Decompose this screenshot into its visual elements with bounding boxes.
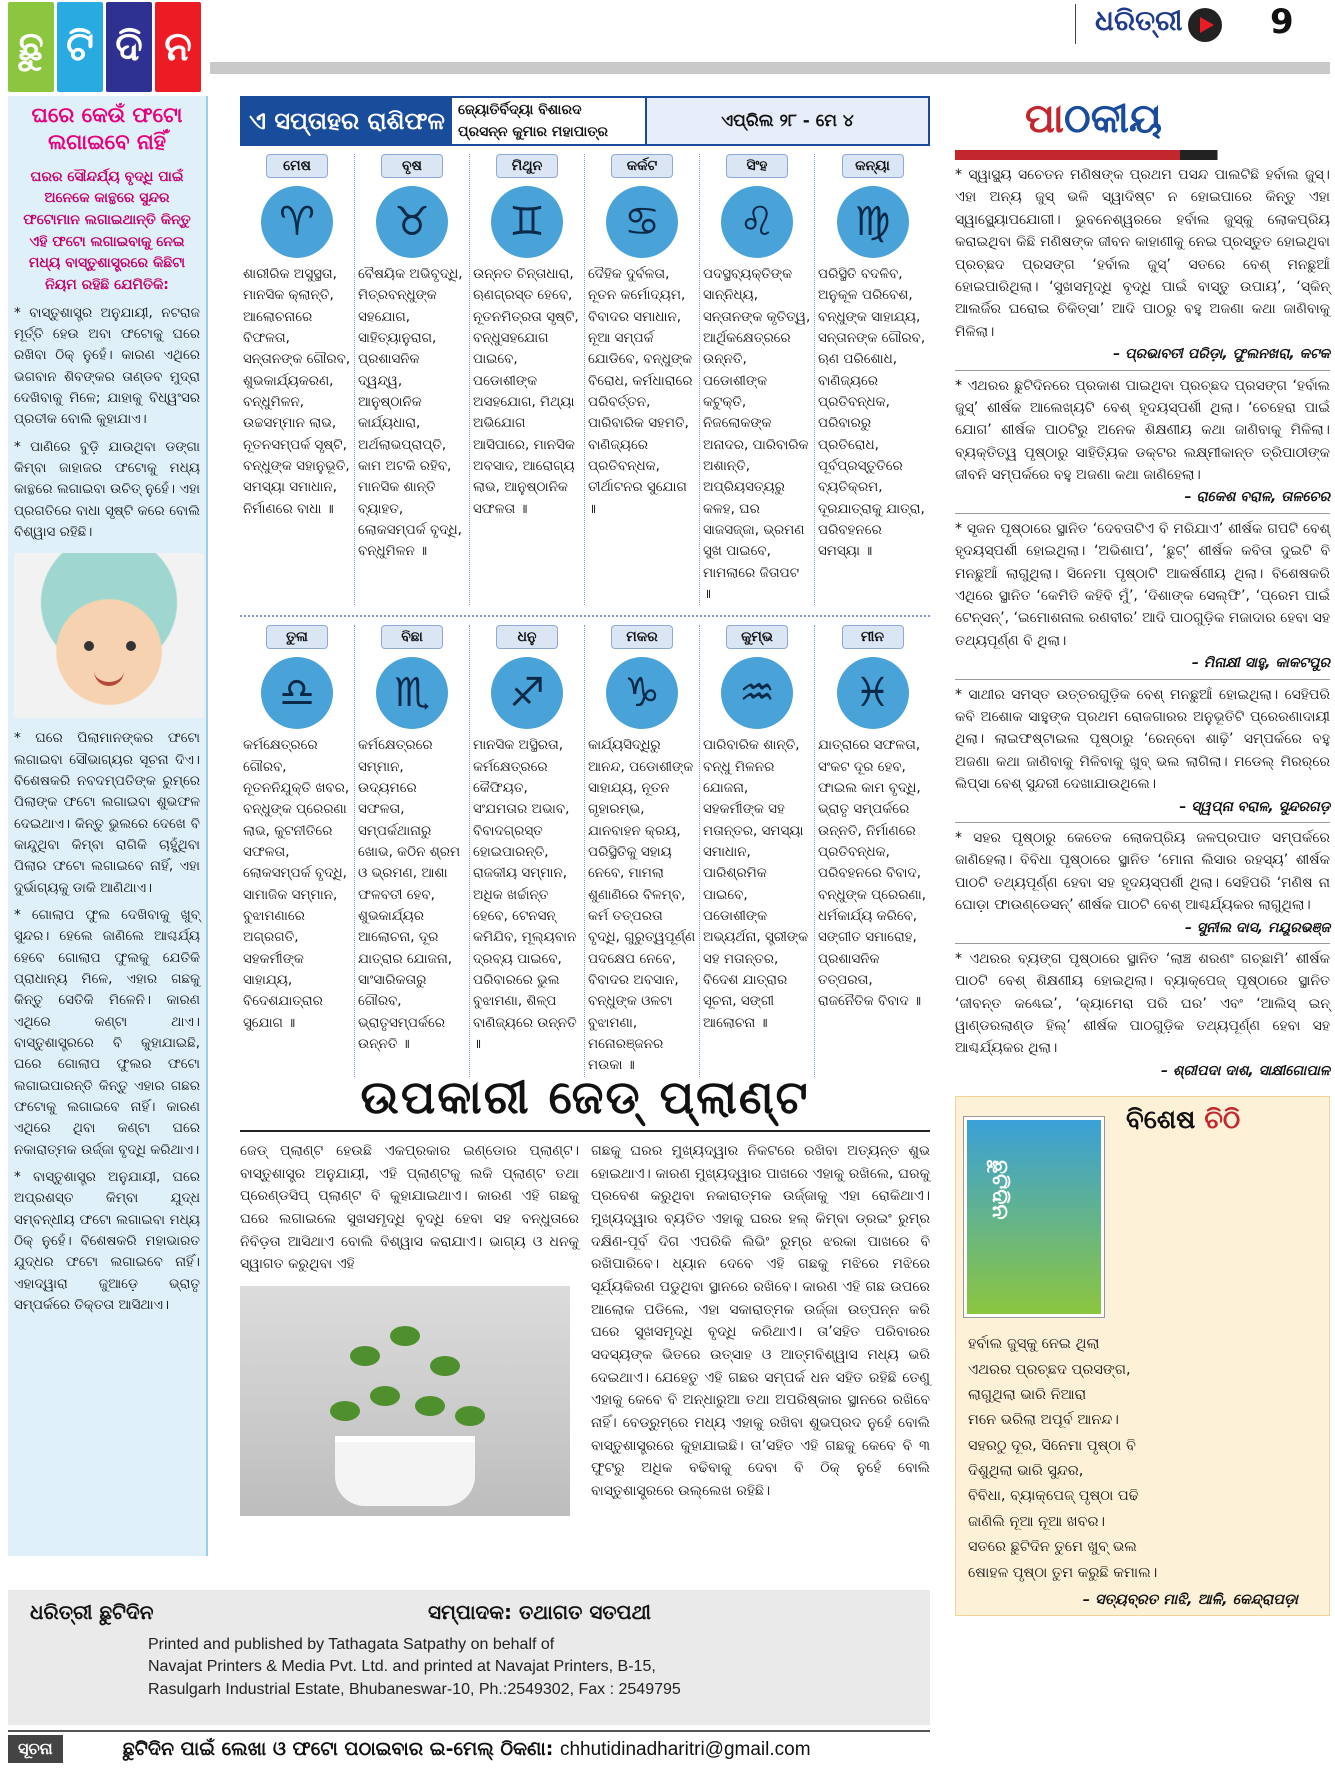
zodiac-prediction: ପଦସ୍ଥବ୍ୟକ୍ତିଙ୍କ ସାନ୍ନିଧ୍ୟ, ସନ୍ତାନଙ୍କ କୃତିତ୍ୱ, ଆର୍ଥିକକ୍ଷେତ୍ରରେ ଉନ୍ନତି, ପଡୋଶୀଙ୍କ କଟୁକ୍ତି, ନିଜଲୋକଙ୍କ ଅନାଦର, ପାରିବାରିକ ଅଶାନ୍ତି, ଅପ୍ରିୟସତ୍ୟରୁ କଳହ, ଘର ସାଜସଜ୍ଜା, ଭ୍ରମଣ ସୁଖ ପାଇବେ, ମାମଲାରେ ଜିତାପଟ ॥	[703, 266, 811, 602]
zodiac-glyph-icon: ♒	[721, 657, 793, 729]
jade-paragraph: ଜେଡ୍ ପ୍ଲାଣ୍ଟ ହେଉଛି ଏକପ୍ରକାର ଇଣ୍ଡୋର ପ୍ଲାଣ୍ଟ। ବାସ୍ତୁଶାସ୍ତ୍ର ଅନୁଯାୟୀ, ଏହି ପ୍ଲାଣ୍ଟକୁ ଲକି ପ୍ଲାଣ୍ଟ ତଥା ପ୍ରେଣ୍ଡସିପ୍ ପ୍ଲାଣ୍ଟ ବି କୁହାଯାଇଥାଏ। କାରଣ ଏହି ଗଛକୁ ଘରେ ଲଗାଇଲେ ସୁଖସମୃଦ୍ଧି ବୃଦ୍ଧି ହେବା ସହ ବନ୍ଧୁତାରେ ନିବିଡ଼ତା ଆସିଥାଏ ବୋଲି ବିଶ୍ୱାସ କରାଯାଏ। ଭାଗ୍ୟ ଓ ଧନକୁ ସ୍ୱାଗତ କରୁଥିବା ଏହି	[240, 1143, 579, 1273]
zodiac-sign-name: କନ୍ୟା	[842, 154, 904, 178]
zodiac-sign-name: ବିଛା	[381, 625, 443, 649]
reader-letter	[955, 684, 1330, 823]
imprint-line: Navajat Printers & Media Pvt. Ltd. and printed at Navajat Printers, B-15,	[148, 1658, 656, 1676]
zodiac-sign	[700, 154, 815, 605]
poem-line: ହର୍ବାଲ ଜୁସ୍‌କୁ ନେଇ ଥିଲା	[968, 1336, 1100, 1353]
zodiac-prediction: ପରିସ୍ଥିତି ବଦଳିବ, ଅନୁକୂଳ ପରିବେଶ, ବନ୍ଧୁଙ୍କ ସାହାଯ୍ୟ, ସନ୍ତାନଙ୍କ ଗୌରବ, ଋଣ ପରିଶୋଧ, ବାଣିଜ୍ୟରେ ପ୍ରତିବନ୍ଧକ, ପରିବାରରୁ ପ୍ରତିରୋଧ, ପୂର୍ବପ୍ରସ୍ତୁତିରେ ବ୍ୟତିକ୍ରମ, ଦୂରଯାତ୍ରାକୁ ଯାତ୍ରା, ପରିବହନରେ ସମସ୍ୟା ॥	[818, 266, 926, 560]
footer-paper-name: ଧରିତ୍ରୀ ଛୁଟିଦିନ	[30, 1600, 154, 1624]
reader-letter	[955, 518, 1330, 680]
jade-article-body	[240, 1140, 930, 1516]
zodiac-sign	[585, 625, 700, 1076]
letters-title-blue: ଠକୀୟ	[1064, 96, 1163, 142]
zodiac-prediction: ମାନସିକ ଅସ୍ଥିରତା, କର୍ମକ୍ଷେତ୍ରରେ କୈଫିୟତ, ସଂଯମତାର ଅଭାବ, ବିବାଦଗ୍ରସ୍ତ ହୋଇପାରନ୍ତି, ରାଜକୀୟ ସମ୍ମାନ, ଅଧିକ ଖର୍ଚ୍ଚାନ୍ତ ହେବେ, ଟେନସନ୍ କମିଯିବ, ମୂଲ୍ୟବାନ ଦ୍ରବ୍ୟ ପାଇବେ, ପରିବାରରେ ଭୁଲ ବୁଝାମଣା, ଶିଳ୍ପ ବାଣିଜ୍ୟରେ ଉନ୍ନତି ॥	[473, 737, 577, 1052]
reader-letter-text: * ସ୍ୱାସ୍ଥ୍ୟ ସଚେତନ ମଣିଷଙ୍କ ପ୍ରଥମ ପସନ୍ଦ ପାଲଟିଛି ହର୍ବାଲ ଜୁସ୍। ଏହା ଅନ୍ୟ ଜୁସ୍ ଭଳି ସ୍ୱାଦିଷ୍ଟ ନ ହୋଇପାରେ କିନ୍ତୁ ଏହା ସ୍ୱାସ୍ଥ୍ୟୋପଯୋଗୀ। ଭୁବନେଶ୍ୱରରେ ହର୍ବାଲ ଜୁସ୍‌କୁ ଲୋକପ୍ରିୟ କରାଇଥିବା କିଛି ମଣିଷଙ୍କ ଜୀବନ କାହାଣୀକୁ ନେଇ ପ୍ରସ୍ତୁତ ହୋଇଥିବା ପ୍ରଚ୍ଛଦ ପ୍ରସଙ୍ଗ ‘ହର୍ବାଲ ଜୁସ୍’ ସତରେ ବେଶ୍ ମନଛୁଆଁ ହୋଇପାରିଥିଲା। ‘ସୁଖସମୃଦ୍ଧି ବୃଦ୍ଧି ପାଇଁ ବାସ୍ତୁ ଉପାୟ’, ‘ସ୍କିନ୍ ଆଲର୍ଜିର ଘରୋଇ ଚିକିତ୍ସା’ ଆଦି ପାଠରୁ ବହୁ ଅଜଣା କଥା ଜାଣିବାକୁ ମିଳିଲା।	[955, 167, 1330, 340]
baby-eye	[126, 641, 136, 651]
zodiac-glyph-icon: ♐	[491, 657, 563, 729]
zodiac-glyph-icon: ♏	[376, 657, 448, 729]
author-title: ଜ୍ୟୋତିର୍ବିଦ୍ୟା ବିଶାରଦ	[458, 102, 582, 118]
jade-plant-article	[240, 1070, 930, 1590]
letter-divider	[955, 822, 1330, 823]
zodiac-sign-name: ମେଷ	[266, 154, 328, 178]
footer-imprint	[148, 1634, 681, 1701]
poem-line: ଜାଣିଲି ନୂଆ ନୂଆ ଖବର।	[968, 1513, 1106, 1530]
zodiac-glyph-icon: ♊	[491, 186, 563, 258]
zodiac-sign	[815, 625, 930, 1076]
horoscope-header	[240, 96, 930, 146]
contact-text: ଛୁଟିଦିନ ପାଇଁ ଲେଖା ଓ ଫଟୋ ପଠାଇବାର ଇ-ମେଲ୍ ଠିକଣା: chhutidinadharitri@gmail.com	[122, 1737, 811, 1760]
letters-title-red: ପା	[1025, 96, 1065, 142]
logo-letter-3: ଦି	[106, 2, 152, 92]
magazine-cover-image	[964, 1117, 1104, 1317]
page-number: 9	[1270, 2, 1294, 42]
baby-mouth	[94, 671, 124, 686]
plant-leaf	[430, 1356, 460, 1376]
reader-letter-signature: – ଶ୍ରୀପଦା ଦାଶ, ସାକ୍ଷୀଗୋପାଳ	[1161, 1062, 1330, 1079]
left-paragraph: * ଗୋଲାପ ଫୁଲ ଦେଖିବାକୁ ଖୁବ୍ ସୁନ୍ଦର। ହେଲେ ଜାଣିଲେ ଆଶ୍ଚର୍ଯ୍ୟ ହେବେ ଗୋଲାପ ଫୁଲକୁ ଯେତିକି ପ୍ରାଧାନ୍ୟ ମିଳେ, ଏହାର ଗଛକୁ କିନ୍ତୁ ସେତିକି ମିଳେନି। କାରଣ ଏଥିରେ କଣ୍ଟା ଥାଏ। ବାସ୍ତୁଶାସ୍ତ୍ରରେ ବି କୁହାଯାଇଛି, ଘରେ ଗୋଲାପ ଫୁଲର ଫଟୋ ଲଗାଇପାରନ୍ତି କିନ୍ତୁ ଏହାର ଗଛର ଫଟୋକୁ ଲଗାଇବେ ନାହିଁ। କାରଣ ଏଥିରେ ଥିବା କଣ୍ଟା ଘରେ ନକାରାତ୍ମକ ଉର୍ଜ୍ଜା ବୃଦ୍ଧି କରିଥାଏ।	[14, 906, 200, 1158]
poem-line: ଏଥରର ପ୍ରଚ୍ଛଦ ପ୍ରସଙ୍ଗ,	[968, 1361, 1131, 1378]
zodiac-prediction: ଦୈହିକ ଦୁର୍ବଳତା, ନୂତନ କର୍ମୋଦ୍ୟମ, ବିବାଦର ସମାଧାନ, ନୂଆ ସମ୍ପର୍କ ଯୋଡିବେ, ବନ୍ଧୁଙ୍କ ବିରୋଧ, କର୍ମଧାରାରେ ପରିବର୍ତ୍ତନ, ପାରିବାରିକ ସହମତି, ବାଣିଜ୍ୟରେ ପ୍ରତିବନ୍ଧକ, ତୀର୍ଥାଟନର ସୁଯୋଗ ॥	[588, 266, 693, 517]
horoscope-section	[240, 96, 930, 1074]
zodiac-prediction: କର୍ମକ୍ଷେତ୍ରରେ ସମ୍ମାନ, ଉଦ୍ୟମରେ ସଫଳତା, ସମ୍ପର୍କଥାନାରୁ ଖୋଭ, କଠିନ ଶ୍ରମ ଓ ଭ୍ରମଣ, ଆଶା ଫଳବତୀ ହେବ, ଶୁଭକାର୍ଯ୍ୟର ଆଲୋଚନା, ଦୂର ଯାତ୍ରାର ଯୋଜନା, ସାଂସାରିକତାରୁ ଗୌରବ, ଭ୍ରାତୃସମ୍ପର୍କରେ ଉନ୍ନତି ॥	[358, 737, 461, 1052]
zodiac-sign	[355, 625, 470, 1076]
jade-column-left	[240, 1140, 579, 1516]
poem-line: ସହରଠୁ ଦୂର, ସିନେମା ପୃଷ୍ଠା ବି	[968, 1437, 1136, 1454]
reader-letter-text: * ଏଥରର ବ୍ୟଙ୍ଗ ପୃଷ୍ଠାରେ ସ୍ଥାନିତ ‘ଲାଞ୍ଚ ଶରଣଂ ଗଚ୍ଛାମି’ ଶୀର୍ଷକ ପାଠଟି ବେଶ୍ ଶିକ୍ଷଣୀୟ ହୋଇଥିଲା। ବ୍ୟାକ୍‌ପେଜ୍ ପୃଷ୍ଠାରେ ସ୍ଥାନିତ ‘ଜୀବନ୍ତ କଣ୍ଢେଇ’, ‘କ୍ୟାମେରା ପରି ଘର’ ଏବଂ ‘ଆଲିସ୍ ଇନ୍ ୱାଣ୍ଡରଲାଣ୍ଡ ହିଲ୍’ ଶୀର୍ଷକ ପାଠଗୁଡ଼ିକ ତଥ୍ୟପୂର୍ଣ୍ଣ ହେବା ସହ ଆଶ୍ଚର୍ଯ୍ୟକର ଥିଲା।	[955, 950, 1330, 1057]
zodiac-sign-name: କୁମ୍ଭ	[726, 625, 788, 649]
left-article-title: ଘରେ କେଉଁ ଫଟୋ ଲଗାଇବେ ନାହିଁ	[31, 103, 183, 155]
zodiac-prediction: ଉନ୍ନତ ଚିନ୍ତାଧାରା, ଋଣଗ୍ରସ୍ତ ହେବେ, ନୂତନମିତ୍ରତା ସୃଷ୍ଟି, ବନ୍ଧୁସହଯୋଗ ପାଇବେ, ପଡୋଶୀଙ୍କ ଅସହଯୋଗ, ମିଥ୍ୟା ଅଭିଯୋଗ ଆସିପାରେ, ମାନସିକ ଅବସାଦ, ଆରୋଗ୍ୟ ଲାଭ, ଆନୁଷ୍ଠାନିକ ସଫଳତା ॥	[473, 266, 579, 517]
zodiac-sign-name: ସିଂହ	[726, 154, 788, 178]
zodiac-sign-name: ଧନୁ	[496, 625, 558, 649]
masthead-rule	[210, 62, 1330, 74]
letters-title	[955, 96, 1330, 142]
reader-letter-signature: – ମିନାକ୍ଷୀ ସାହୁ, କାକଟପୁର	[1191, 655, 1330, 672]
brand-logo: ଧରିତ୍ରୀ	[1095, 4, 1183, 37]
poem-line: ଷୋହଳ ପୃଷ୍ଠା ତୁମ କରୁଛି କମାଲ।	[968, 1564, 1158, 1581]
reader-letter-signature: – ରାକେଶ ବରାଳ, ତାଳଚେର	[1184, 489, 1330, 506]
plant-leaf	[350, 1346, 380, 1366]
letters-list	[955, 164, 1330, 1082]
reader-letter-text: * ସାଥୀର ସମସ୍ତ ଉତ୍ତରଗୁଡ଼ିକ ବେଶ୍ ମନଛୁଆଁ ହୋଇଥିଲା। ସେହିପରି କବି ଅଶୋକ ସାହୁଙ୍କ ପ୍ରଥମ ରୋଜଗାରର ଅନୁଭୂତିଟି ପ୍ରେରଣାଦାୟୀ ଥିଲା। ଲାଇଫଷ୍ଟାଇଲ ପୃଷ୍ଠାରୁ ‘ରେନ୍‌ବୋ ଶାଢ଼ି’ ସମ୍ପର୍କରେ ବହୁ ଅଜଣା କଥା ଜାଣିବାକୁ ମିଳିବାକୁ ଖୁବ୍ ଭଲ ଲାଗିଲା। ମଡେଲ୍ ମିରର୍‌ରେ ଲିପ୍ସା ବେଶ୍ ସୁନ୍ଦରୀ ଦେଖାଯାଉଥିଲେ।	[955, 686, 1330, 793]
poem-line: ମନେ ଭରିଲା ଅପୂର୍ବ ଆନନ୍ଦ।	[968, 1412, 1119, 1429]
section-logo	[8, 2, 201, 92]
play-icon	[1188, 8, 1222, 42]
reader-letter-signature: – ସୁନୀଲ ଦାସ, ମୟୂରଭଞ୍ଜ	[1185, 919, 1330, 936]
letter-divider	[955, 679, 1330, 680]
zodiac-prediction: ପାରିବାରିକ ଶାନ୍ତି, ବନ୍ଧୁ ମିଳନର ଯୋଜନା, ସହକର୍ମୀଙ୍କ ସହ ମତାନ୍ତର, ସମସ୍ୟା ସମାଧାନ, ପାରିଶ୍ରମିକ ପାଇବେ, ପଡୋଶୀଙ୍କ ଅଭ୍ୟର୍ଥନା, ସ୍ତ୍ରୀଙ୍କ ସହ ମତାନ୍ତର, ବିଦେଶ ଯାତ୍ରାର ସୂଚନା, ସଙ୍ଗୀ ଆଲୋଚନା ॥	[703, 737, 809, 1031]
horoscope-author	[452, 98, 647, 144]
left-article-intro: ଘରର ସୌନ୍ଦର୍ଯ୍ୟ ବୃଦ୍ଧି ପାଇଁ ଅନେକେ କାନ୍ଥରେ ସୁନ୍ଦର ଫଟୋମାନ ଲଗାଇଥାନ୍ତି କିନ୍ତୁ ଏହି ଫଟୋ ଲଗାଇବାକୁ ନେଇ ମଧ୍ୟ ବାସ୍ତୁଶାସ୍ତ୍ରରେ କିଛିଟା ନିୟମ ରହିଛି ଯେମିତିକି:	[23, 168, 191, 294]
zodiac-prediction: କାର୍ଯ୍ୟସିଦ୍ଧିରୁ ଆନନ୍ଦ, ପଡୋଶୀଙ୍କ ସାହାଯ୍ୟ, ନୂତନ ଗୃହାରମ୍ଭ, ଯାନବାହନ କ୍ରୟ, ପରିସ୍ଥିତିକୁ ସହାୟ ନେବେ, ମାମଲା ଶୁଣାଣିରେ ବିଳମ୍ବ, କର୍ମ ତତ୍ପରତା ବୃଦ୍ଧି, ଗୁରୁତ୍ୱପୂର୍ଣ୍ଣ ପଦକ୍ଷେପ ନେବେ, ବିବାଦର ଅବସାନ, ବନ୍ଧୁଙ୍କ ଓଳଟା ବୁଝାମଣା, ମନୋରଞ୍ଜନର ମଉକା ॥	[588, 737, 696, 1074]
jade-article-title: ଉପକାରୀ ଜେଡ୍ ପ୍ଲାଣ୍ଟ	[240, 1070, 930, 1132]
author-name: ପ୍ରସନ୍ନ କୁମାର ମହାପାତ୍ର	[458, 123, 608, 140]
imprint-footer	[8, 1590, 930, 1725]
reader-letter	[955, 164, 1330, 371]
zodiac-glyph-icon: ♍	[837, 186, 909, 258]
contact-label: ସୂଚନା	[8, 1735, 63, 1763]
zodiac-glyph-icon: ♌	[721, 186, 793, 258]
zodiac-sign	[355, 154, 470, 605]
zodiac-prediction: ଶାରୀରିକ ଅସୁସ୍ଥତା, ମାନସିକ କ୍ଲାନ୍ତି, ଆଲୋଚନାରେ ବିଫଳତା, ସନ୍ତାନଙ୍କ ଗୌରବ, ଶୁଭକାର୍ଯ୍ୟକରଣ, ବନ୍ଧୁମିଳନ, ଉଚ୍ଚସମ୍ମାନ ଲାଭ, ନୂତନସମ୍ପର୍କ ସୃଷ୍ଟି, ବନ୍ଧୁଙ୍କ ସହାନୁଭୂତି, ସମସ୍ୟା ସମାଧାନ, ନିର୍ମାଣରେ ବାଧା ॥	[243, 266, 351, 517]
zodiac-prediction: ବୈଷୟିକ ଅଭିବୃଦ୍ଧି, ମିତ୍ରବନ୍ଧୁଙ୍କ ସହଯୋଗ, ସାହିତ୍ୟାନୁରାଗ, ପ୍ରଶାସନିକ ଦ୍ୱନ୍ଦ୍ୱ, ଆନୁଷ୍ଠାନିକ କାର୍ଯ୍ୟଧାରା, ଅର୍ଥଲାଭପ୍ରାପ୍ତି, କାମ ଅଟକି ରହିବ, ମାନସିକ ଶାନ୍ତି ବ୍ୟାହତ, ଲୋକସମ୍ପର୍କ ବୃଦ୍ଧି, ବନ୍ଧୁମିଳନ ॥	[358, 266, 463, 560]
zodiac-sign-name: ମିଥୁନ	[496, 154, 558, 178]
reader-letter-text: * ସୃଜନ ପୃଷ୍ଠାରେ ସ୍ଥାନିତ ‘ଦେବତାଟିଏ ବି ମରିଯାଏ’ ଶୀର୍ଷକ ଗପଟି ବେଶ୍ ହୃଦୟସ୍ପର୍ଶୀ ହୋଇଥିଲା। ‘ଅଭିଶାପ’, ‘ଛୁଟ୍’ ଶୀର୍ଷକ କବିତା ଦୁଇଟି ବି ମନଛୁଆଁ ଲାଗୁଥିଲା। ସିନେମା ପୃଷ୍ଠାଟି ଆକର୍ଷଣୀୟ ଥିଲା। ବିଶେଷକରି ଏଥିରେ ସ୍ଥାନିତ ‘କେମିତି କହିବି ମୁଁ’, ‘ଦିଶାଙ୍କ ସେଲ୍ଫି’, ‘ପ୍ରେମ ପାଇଁ ଟେନ୍‌ସନ୍’, ‘ଇମୋଶନାଲ ରଣବୀର’ ଆଦି ପାଠଗୁଡ଼ିକ ମଜାଦାର ହେବା ସହ ତଥ୍ୟପୂର୍ଣ୍ଣ ବି ଥିଲା।	[955, 520, 1330, 649]
poem-line: ଲାଗୁଥିଲା ଭାରି ନିଆରା	[968, 1386, 1087, 1403]
zodiac-glyph-icon: ♈	[261, 186, 333, 258]
reader-letter	[955, 827, 1330, 944]
jade-plant-photo	[240, 1286, 570, 1516]
zodiac-sign	[585, 154, 700, 605]
baby-photo	[14, 553, 204, 718]
plant-pot	[335, 1436, 475, 1506]
special-letter-poem	[968, 1332, 1298, 1613]
zodiac-row-1	[240, 154, 930, 605]
letter-divider	[955, 513, 1330, 514]
special-letter-title: ବିଶେଷ ଚିଠି	[1126, 1105, 1241, 1136]
poem-signature: – ସତ୍ୟବ୍ରତ ମାଝି, ଆଳି, କେନ୍ଦ୍ରାପଡ଼ା	[1082, 1591, 1298, 1608]
plant-leaf	[455, 1406, 485, 1426]
zodiac-glyph-icon: ♋	[606, 186, 678, 258]
zodiac-glyph-icon: ♎	[261, 657, 333, 729]
zodiac-glyph-icon: ♉	[376, 186, 448, 258]
zodiac-row-2	[240, 625, 930, 1076]
left-article	[8, 96, 208, 1556]
plant-leaf	[330, 1401, 360, 1421]
zodiac-sign	[700, 625, 815, 1076]
zodiac-sign-name: ମକର	[611, 625, 673, 649]
letters-rule	[955, 150, 1330, 160]
zodiac-sign-name: କର୍କଟ	[611, 154, 673, 178]
masthead	[0, 0, 1335, 70]
plant-leaf	[370, 1386, 400, 1406]
left-paragraph: * ବାସ୍ତୁଶାସ୍ତ୍ର ଅନୁଯାୟୀ, ନଟରାଜ ମୂର୍ତ୍ତି ହେଉ ଅବା ଫଟୋକୁ ଘରେ ରଖିବା ଠିକ୍ ନୁହେଁ। କାରଣ ଏଥିରେ ଭଗବାନ ଶିବଙ୍କର ତାଣ୍ଡବ ମୁଦ୍ରା ଦେଖିବାକୁ ମିଳେ; ଯାହାକୁ ବିଧ୍ୱଂସର ପ୍ରତୀକ ବୋଲି କୁହାଯାଏ।	[14, 304, 200, 428]
letters-column	[955, 96, 1330, 1656]
jade-paragraph: ଗଛକୁ ଘରର ମୁଖ୍ୟଦ୍ୱାର ନିକଟରେ ରଖିବା ଅତ୍ୟନ୍ତ ଶୁଭ ହୋଇଥାଏ। କାରଣ ମୁଖ୍ୟଦ୍ୱାର ପାଖରେ ଏହାକୁ ରଖିଲେ, ଘରକୁ ପ୍ରବେଶ କରୁଥିବା ନକାରାତ୍ମକ ଉର୍ଜ୍ଜାକୁ ଏହା ରୋକିଥାଏ। ମୁଖ୍ୟଦ୍ୱାର ବ୍ୟତିତ ଏହାକୁ ଘରର ହଲ୍ କିମ୍ବା ଡ୍ରଇଂ ରୁମ୍‌ର ଦକ୍ଷିଣ-ପୂର୍ବ ଦିଗ ଏପରିକି ଲିଭିଂ ରୁମ୍‌ର ଝରକା ପାଖରେ ବି ରଖିପାରିବେ। ଧ୍ୟାନ ଦେବେ ଏହି ଗଛକୁ ମଝିରେ ମଝିରେ ସୂର୍ଯ୍ୟକିରଣ ପଡୁଥିବା ସ୍ଥାନରେ ରଖିବେ। କାରଣ ଏହି ଗଛ ଉପରେ ଆଲୋକ ପଡିଲେ, ଏହା ସକାରାତ୍ମକ ଉର୍ଜ୍ଜା ଉତ୍ପନ୍ନ କରି ଘରେ ସୁଖସମୃଦ୍ଧି ବୃଦ୍ଧି କରିଥାଏ। ତା’ସହିତ ପରିବାରର ସଦସ୍ୟଙ୍କ ଭିତରେ ଉତ୍ସାହ ଓ ଆତ୍ମବିଶ୍ୱାସ ମଧ୍ୟ ଭରି ଦେଇଥାଏ। ଯେହେତୁ ଏହି ଗଛର ସମ୍ପର୍କ ଧନ ସହିତ ରହିଛି ତେଣୁ ଏହାକୁ କେବେ ବି ଅନ୍ଧାରୁଆ ତଥା ଅପରିଷ୍କାର ସ୍ଥାନରେ ରଖିବେ ନାହିଁ। ବେଡ୍‌ରୁମ୍‌ରେ ମଧ୍ୟ ଏହାକୁ ରଖିବା ଶୁଭପ୍ରଦ ନୁହେଁ ବୋଲି ବାସ୍ତୁଶାସ୍ତ୍ରରେ କୁହାଯାଇଛି। ତା’ସହିତ ଏହି ଗଛକୁ କେବେ ବି ୩ ଫୁଟରୁ ଅଧିକ ବଢିବାକୁ ଦେବା ବି ଠିକ୍ ନୁହେଁ ବୋଲି ବାସ୍ତୁଶାସ୍ତ୍ରରେ ଉଲ୍ଲେଖ ରହିଛି।	[591, 1143, 930, 1500]
zodiac-sign-name: ତୁଳା	[266, 625, 328, 649]
zodiac-glyph-icon: ♑	[606, 657, 678, 729]
reader-letter-signature: – ସ୍ୱପ୍ନା ବରାଳ, ସୁନ୍ଦରଗଡ଼	[1179, 798, 1330, 815]
letter-divider	[955, 370, 1330, 371]
plant-leaf	[415, 1396, 445, 1416]
zodiac-sign	[240, 154, 355, 605]
logo-letter-2: ଟି	[57, 2, 103, 92]
zodiac-prediction: କର୍ମକ୍ଷେତ୍ରରେ ଗୌରବ, ନୂତନନିଯୁକ୍ତି ଖବର, ବନ୍ଧୁଙ୍କ ପ୍ରେରଣା ଲାଭ, କୁଟନୀତିରେ ସଫଳତା, ଲୋକସମ୍ପର୍କ ବୃଦ୍ଧି, ସାମାଜିକ ସମ୍ମାନ, ବୁଝାମଣାରେ ଅଗ୍ରଗତି, ସହକର୍ମୀଙ୍କ ସାହାଯ୍ୟ, ବିଦେଶଯାତ୍ରାର ସୁଯୋଗ ॥	[243, 737, 350, 1031]
reader-letter-signature: – ପ୍ରଭାବତୀ ପରିଡ଼ା, ଫୁଲନଖରା, କଟକ	[1113, 346, 1330, 363]
special-letter-box	[955, 1096, 1330, 1616]
logo-letter-4: ନ	[155, 2, 201, 92]
masthead-divider	[1075, 4, 1076, 44]
zodiac-sign	[470, 154, 585, 605]
magazine-cover-label: ଛୁଟିଦିନ	[987, 1160, 1012, 1220]
zodiac-sign	[815, 154, 930, 605]
reader-letter-text: * ଏଥରର ଛୁଟିଦିନରେ ପ୍ରକାଶ ପାଇଥିବା ପ୍ରଚ୍ଛଦ ପ୍ରସଙ୍ଗ ‘ହର୍ବାଲ ଜୁସ୍’ ଶୀର୍ଷକ ଆଲେଖ୍ୟଟି ବେଶ୍ ହୃଦୟସ୍ପର୍ଶୀ ଥିଲା। ‘ଚେହେରା ପାଇଁ ଯୋଗ’ ଶୀର୍ଷକ ପାଠଟିରୁ ଅନେକ ଶିକ୍ଷଣୀୟ କଥା ଜାଣିବାକୁ ମିଳିଲା। ବ୍ୟକ୍ତିତ୍ୱ ପୃଷ୍ଠାରୁ ସାହିତ୍ୟିକ ଡକ୍ଟର ଲକ୍ଷ୍ମୀକାନ୍ତ ତ୍ରିପାଠୀଙ୍କ ଜୀବନି ସମ୍ପର୍କରେ ବହୁ ଅଜଣା କଥା ଜାଣିହେଲା।	[955, 377, 1330, 484]
imprint-line: Rasulgarh Industrial Estate, Bhubaneswar-10, Ph.:2549302, Fax : 2549795	[148, 1680, 681, 1698]
jade-column-right	[591, 1140, 930, 1516]
contact-email-link[interactable]: chhutidinadharitri@gmail.com	[559, 1738, 811, 1760]
poem-line: ବିବିଧା, ବ୍ୟାକ୍‌ପେଜ୍ ପୃଷ୍ଠା ପଢି	[968, 1488, 1139, 1505]
imprint-line: Printed and published by Tathagata Satpathy on behalf of	[148, 1636, 555, 1653]
left-paragraph: * ଘରେ ପିଲାମାନଙ୍କର ଫଟୋ ଲଗାଇବା ସୌଭାଗ୍ୟର ସୂଚନା ଦିଏ। ବିଶେଷକରି ନବଦମ୍ପତିଙ୍କ ରୁମ୍‌ରେ ପିଲାଙ୍କ ଫଟୋ ଲଗାଇବା ଶୁଭଫଳ ଦେଇଥାଏ। କିନ୍ତୁ ଭୁଲରେ ଦେଖେ ବି କାନ୍ଦୁଥିବା କିମ୍ବା ରାଗିକି ଚାହୁଁଥିବା ପିଲାର ଫଟୋ ଲଗାଇବେ ନାହିଁ, ଏହା ଦୁର୍ଭାଗ୍ୟକୁ ଡାକି ଆଣିଥାଏ।	[14, 730, 200, 896]
zodiac-sign-name: ମୀନ	[842, 625, 904, 649]
contact-bar	[8, 1730, 930, 1766]
horoscope-date: ଏପ୍ରିଲ ୨୮ - ମେ ୪	[647, 98, 928, 144]
letter-divider	[955, 943, 1330, 944]
logo-letter-1: ଛୁ	[8, 2, 54, 92]
reader-letter	[955, 948, 1330, 1082]
horoscope-title: ଏ ସପ୍ତାହର ରାଶିଫଳ	[242, 98, 452, 144]
reader-letter-text: * ସହର ପୃଷ୍ଠାରୁ କେତେକ ଲୋକପ୍ରିୟ ଜଳପ୍ରପାତ ସମ୍ପର୍କରେ ଜାଣିହେଲା। ବିବିଧା ପୃଷ୍ଠାରେ ସ୍ଥାନିତ ‘ମୋନା ଲିସାର ରହସ୍ୟ’ ଶୀର୍ଷକ ପାଠଟି ତଥ୍ୟପୂର୍ଣ୍ଣ ହେବା ସହ ହୃଦୟସ୍ପର୍ଶୀ ଥିଲା। ସେହିପରି ‘ମଣିଷ ନା ଘୋଡ଼ା ଫାଉଣ୍ଡେସନ୍’ ଶୀର୍ଷକ ପାଠଟି ବେଶ୍ ଆଶ୍ଚର୍ଯ୍ୟକର ଲାଗୁଥିଲା।	[955, 829, 1330, 914]
zodiac-prediction: ଯାତ୍ରାରେ ସଫଳତା, ସଂକଟ ଦୂର ହେବ, ଫାଇଲ କାମ ବୃଦ୍ଧି, ଭ୍ରାତୃ ସମ୍ପର୍କରେ ଉନ୍ନତି, ନିର୍ମାଣରେ ପ୍ରତିବନ୍ଧକ, ପରିବହନରେ ବିବାଦ, ବନ୍ଧୁଙ୍କ ପ୍ରେରଣା, ଧର୍ମକାର୍ଯ୍ୟ କରିବେ, ସଙ୍ଗୀତ ସମାରୋହ, ପ୍ରଶାସନିକ ତତ୍ପରତା, ରାଜନୈତିକ ବିବାଦ ॥	[818, 737, 926, 1010]
zodiac-separator	[240, 615, 930, 617]
footer-editor: ସମ୍ପାଦକ: ତଥାଗତ ସତପଥୀ	[428, 1600, 651, 1624]
zodiac-glyph-icon: ♓	[837, 657, 909, 729]
left-paragraph: * ପାଣିରେ ବୁଡ଼ି ଯାଉଥିବା ଡଙ୍ଗା କିମ୍ବା ଜାହାଜର ଫଟୋକୁ ମଧ୍ୟ କାନ୍ଥରେ ଲଗାଇବା ଉଚିତ୍ ନୁହେଁ। ଏହା ପ୍ରଗତିରେ ବାଧା ସୃଷ୍ଟି କରେ ବୋଲି ବିଶ୍ୱାସ ରହିଛି।	[14, 438, 200, 540]
left-paragraph: * ବାସ୍ତୁଶାସ୍ତ୍ର ଅନୁଯାୟୀ, ଘରେ ଅପ୍ରଶସ୍ତ କିମ୍ବା ଯୁଦ୍ଧ ସମ୍ବନ୍ଧୀୟ ଫଟୋ ଲଗାଇବା ମଧ୍ୟ ଠିକ୍ ନୁହେଁ। ବିଶେଷକରି ମହାଭାରତ ଯୁଦ୍ଧର ଫଟୋ ଲଗାଇବେ ନାହିଁ। ଏହାଦ୍ୱାରା ଜୁଆଡ଼େ ଭ୍ରାତୃ ସମ୍ପର୍କରେ ତିକ୍ତତା ଆସିଥାଏ।	[14, 1168, 200, 1313]
poem-line: ସତରେ ଛୁଟିଦିନ ତୁମେ ଖୁବ୍ ଭଲ	[968, 1539, 1137, 1556]
baby-eye	[84, 641, 94, 651]
zodiac-sign-name: ବୃଷ	[381, 154, 443, 178]
zodiac-sign	[470, 625, 585, 1076]
zodiac-sign	[240, 625, 355, 1076]
reader-letter	[955, 375, 1330, 514]
poem-line: ଦିଶୁଥିଲା ଭାରି ସୁନ୍ଦର,	[968, 1463, 1084, 1480]
plant-leaf	[390, 1326, 420, 1346]
